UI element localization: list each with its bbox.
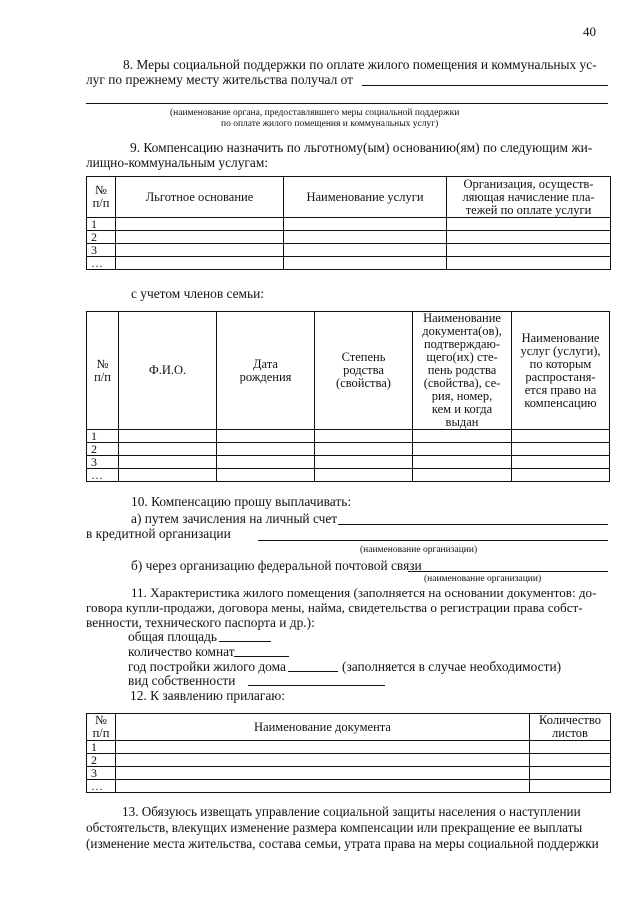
s10-b-caption: (наименование организации) [424,574,542,584]
row-number: … [87,257,116,270]
s9-header-basis-text: Льготное основание [145,189,254,204]
table-row [87,754,611,767]
row-number: 2 [87,443,119,456]
s11-line2: говора купли-продажи, договора мены, найма, свидетельства о регистрации права собст- [86,600,583,615]
s9-line1: 9. Компенсацию назначить по льготному(ым) основанию(ям) по следующим жи- [130,140,593,155]
row-number: 3 [87,767,116,780]
table-cell[interactable] [413,443,512,456]
family-header-services [512,312,610,430]
table-cell[interactable] [119,469,217,482]
s9-header-service-text: Наименование услуги [306,189,424,204]
family-header-document-text: Наименование документа(ов), подтверждаю- щего(их) сте- пень родства (свойства), се- рия, номер, кем и когда выдан [422,311,502,429]
table-cell[interactable] [116,244,284,257]
table-cell[interactable] [217,443,315,456]
table-row [87,780,611,793]
table-cell[interactable] [116,767,530,780]
family-header-num-text: № п/п [94,356,111,384]
s13-line1: 13. Обязуюсь извещать управление социальной защиты населения о наступлении [122,804,581,819]
s11-area-label: общая площадь [128,629,217,644]
family-header-services-text: Наименование услуг (услуги), по которым распростаня- ется право на компенсацию [520,330,601,410]
s11-line1: 11. Характеристика жилого помещения (заполняется на основании документов: до- [131,585,597,600]
s9-header-org [447,177,611,218]
family-header-relation [315,312,413,430]
table-cell[interactable] [119,430,217,443]
s9-table [86,176,611,270]
table-cell[interactable] [447,218,611,231]
row-number: 1 [87,218,116,231]
s11-ownership-field[interactable] [248,685,385,686]
table-cell[interactable] [217,469,315,482]
table-cell[interactable] [284,257,447,270]
table-row [87,456,610,469]
s10-post-field[interactable] [408,571,608,572]
s11-year-field[interactable] [288,671,338,672]
s9-line2: лищно-коммунальным услугам: [86,155,269,170]
s8-line2: луг по прежнему месту жительства получал от [86,72,354,87]
family-header-document [413,312,512,430]
table-row [87,257,611,270]
row-number: 3 [87,456,119,469]
page-number: 40 [583,24,596,39]
table-cell[interactable] [530,754,611,767]
table-cell[interactable] [119,443,217,456]
table-cell[interactable] [217,456,315,469]
table-cell[interactable] [315,456,413,469]
s10-bank-field[interactable] [258,540,608,541]
s8-answer-field[interactable] [362,85,608,86]
family-header-birthdate [217,312,315,430]
table-cell[interactable] [217,430,315,443]
table-row [87,767,611,780]
table-row [87,443,610,456]
table-cell[interactable] [530,767,611,780]
family-title: с учетом членов семьи: [131,286,265,301]
s11-year-note: (заполняется в случае необходимости) [342,659,562,674]
row-number: 2 [87,231,116,244]
table-cell[interactable] [413,430,512,443]
table-cell[interactable] [116,780,530,793]
table-cell[interactable] [315,443,413,456]
s10-a-line2: в кредитной организации [86,526,231,541]
table-cell[interactable] [512,469,610,482]
table-cell[interactable] [116,231,284,244]
row-number: … [87,469,119,482]
s8-line1: 8. Меры социальной поддержки по оплате жилого помещения и коммунальных ус- [123,57,597,72]
table-cell[interactable] [284,218,447,231]
s12-table [86,713,611,793]
s11-line3: венности, технического паспорта и др.): [86,615,315,630]
s11-rooms-label: количество комнат [128,644,235,659]
family-header-birthdate-text: Дата рождения [239,356,292,384]
s8-caption2: по оплате жилого помещения и коммунальных услуг) [221,119,439,129]
s10-a-caption: (наименование организации) [360,545,478,555]
s10-title: 10. Компенсацию прошу выплачивать: [131,494,352,509]
row-number: 1 [87,741,116,754]
table-cell[interactable] [284,244,447,257]
table-cell[interactable] [116,257,284,270]
s11-year-label: год постройки жилого дома [128,659,286,674]
table-cell[interactable] [447,257,611,270]
row-number: … [87,780,116,793]
table-cell[interactable] [447,244,611,257]
s9-header-num-text: № п/п [92,183,110,210]
s8-answer-field-2[interactable] [86,103,608,104]
table-cell[interactable] [315,469,413,482]
family-header-fio [119,312,217,430]
table-row [87,741,611,754]
table-cell[interactable] [512,430,610,443]
s11-area-field[interactable] [219,641,271,642]
table-cell[interactable] [119,456,217,469]
s11-ownership-label: вид собственности [128,673,236,688]
s9-header-org-text: Организация, осуществ- ляющая начисление пла- тежей по оплате услуги [462,176,595,217]
table-cell[interactable] [512,443,610,456]
table-cell[interactable] [284,231,447,244]
family-header-fio-text: Ф.И.О. [148,363,187,377]
table-cell[interactable] [447,231,611,244]
s11-rooms-field[interactable] [234,656,289,657]
table-cell[interactable] [413,469,512,482]
s13-line2: обстоятельств, влекущих изменение размера компенсации или прекращение ее выплаты [86,820,583,835]
table-cell[interactable] [315,430,413,443]
row-number: 2 [87,754,116,767]
table-cell[interactable] [512,456,610,469]
s10-account-field[interactable] [338,524,608,525]
s12-title: 12. К заявлению прилагаю: [130,688,286,703]
table-cell[interactable] [116,218,284,231]
s8-caption1: (наименование органа, предоставлявшего меры социальной поддержки [170,108,460,118]
table-cell[interactable] [116,754,530,767]
family-header-relation-text: Степень родства (свойства) [336,350,391,390]
family-table [86,311,610,482]
table-row [87,244,611,257]
s9-header-service [284,177,447,218]
s12-header-num [87,714,116,741]
table-row [87,231,611,244]
table-cell[interactable] [116,741,530,754]
s9-header-basis [116,177,284,218]
s12-header-sheets-text: Количество листов [539,713,601,740]
s13-line3: (изменение места жительства, состава семьи, утрата права на меры социальной поддержки [86,836,599,851]
s10-a-line1: а) путем зачисления на личный счет [131,511,338,526]
row-number: 1 [87,430,119,443]
s9-header-num [87,177,116,218]
s12-header-document [116,714,530,741]
s12-header-document-text: Наименование документа [254,719,391,734]
s12-header-num-text: № п/п [92,713,110,740]
s10-b-line: б) через организацию федеральной почтовой связи [131,558,422,573]
table-row [87,430,610,443]
table-cell[interactable] [530,741,611,754]
table-cell[interactable] [530,780,611,793]
table-cell[interactable] [413,456,512,469]
s12-header-sheets [530,714,611,741]
row-number: 3 [87,244,116,257]
family-header-num [87,312,119,430]
table-row [87,469,610,482]
table-row [87,218,611,231]
